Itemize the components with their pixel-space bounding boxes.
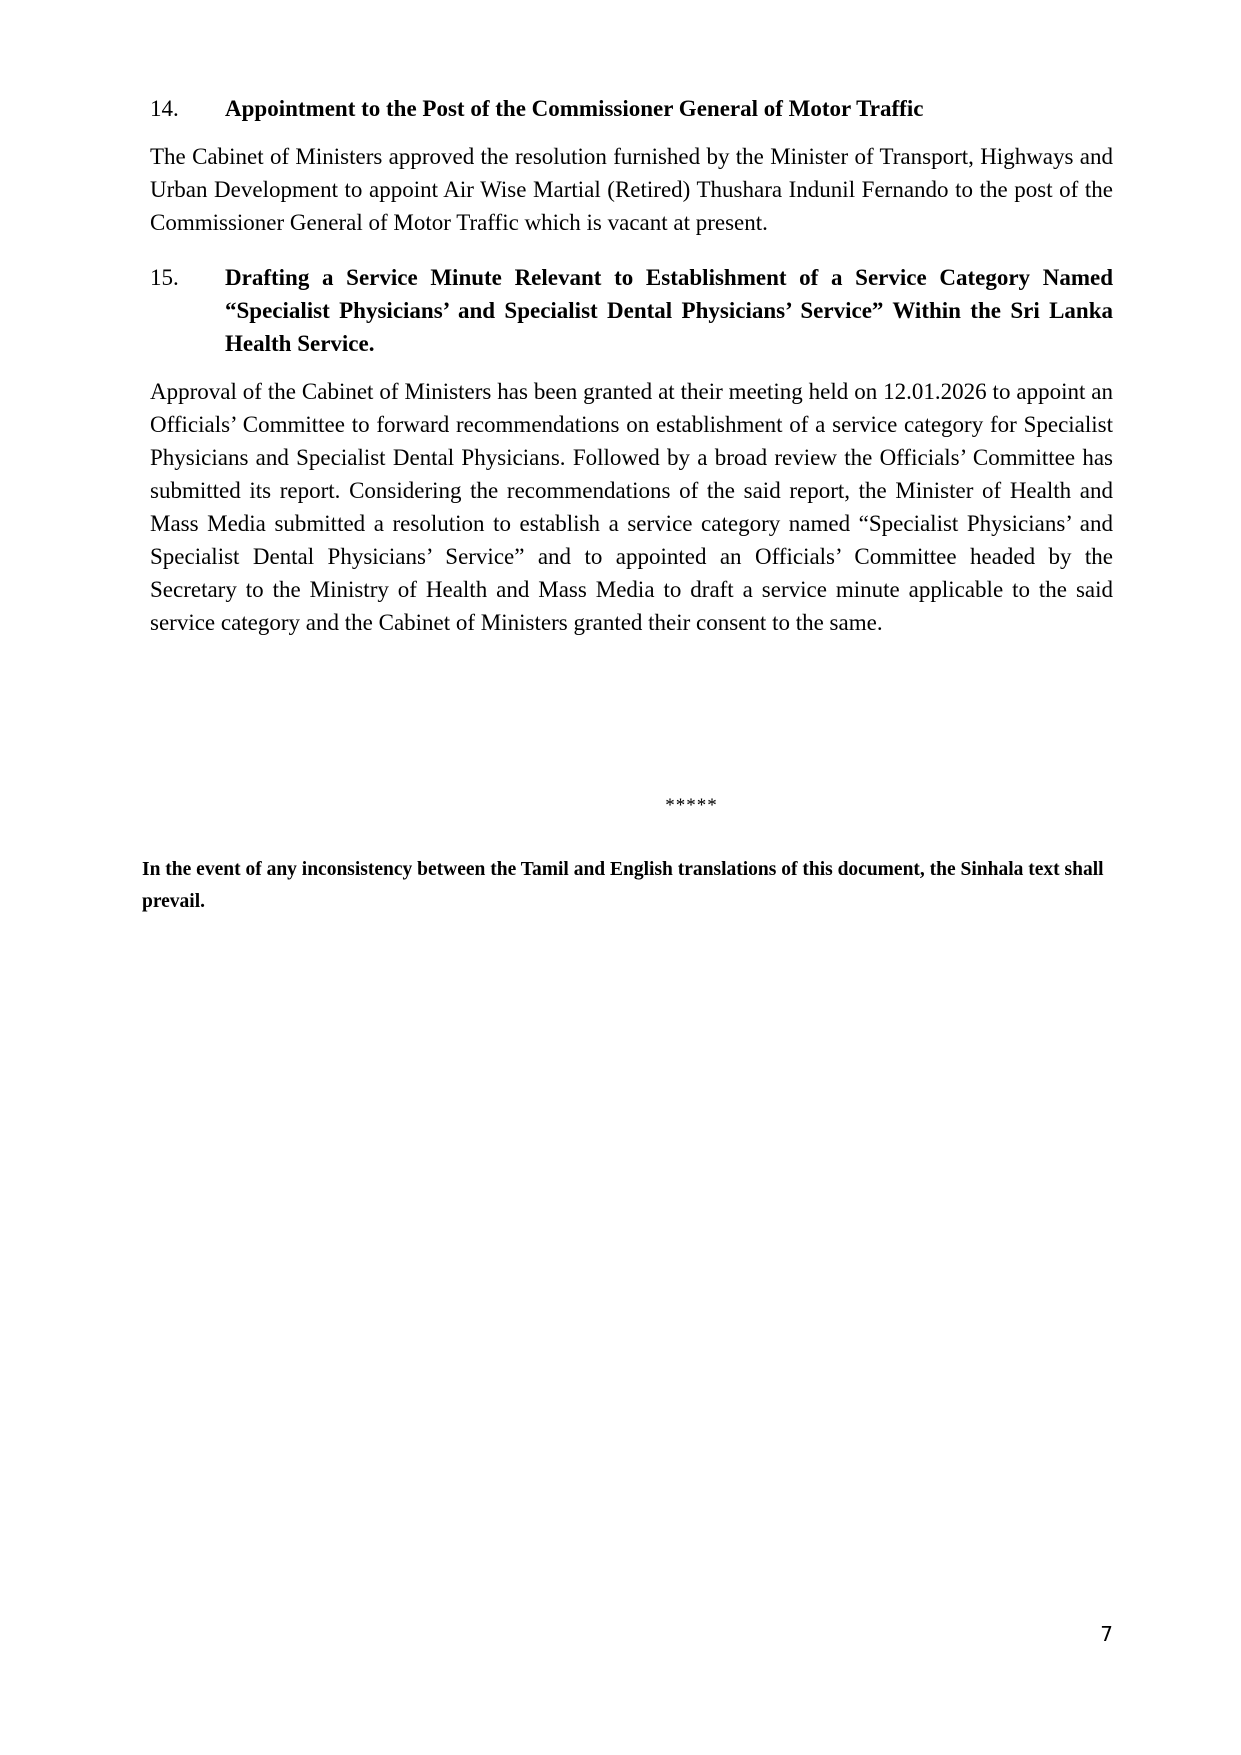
section-number: 14.: [150, 96, 179, 121]
document-content: [150, 92, 1113, 661]
section-heading: [150, 261, 1113, 360]
translation-disclaimer: In the event of any inconsistency between the Tamil and English translations of this document, the Sinhala text shall prevail.: [142, 859, 1104, 912]
section-heading: [150, 92, 1113, 125]
section-number: 15.: [150, 265, 179, 290]
section-separator: *****: [665, 795, 718, 816]
section-14: [150, 92, 1113, 239]
section-15: [150, 261, 1113, 639]
section-body: Approval of the Cabinet of Ministers has been granted at their meeting held on 12.01.2026 to appoint an Officials’ Committee to forward recommendations on establishment of a service category for Specialist Physicians and Specialist Dental Physicians. Followed by a broad review the Officials’ Committee has submitted its report. Considering the recommendations of the said report, the Minister of Health and Mass Media submitted a resolution to establish a service category named “Specialist Physicians’ and Specialist Dental Physicians’ Service” and to appointed an Officials’ Committee headed by the Secretary to the Ministry of Health and Mass Media to draft a service minute applicable to the said service category and the Cabinet of Ministers granted their consent to the same.: [150, 379, 1113, 635]
page-number: 7: [1100, 1622, 1113, 1646]
section-title: Appointment to the Post of the Commissioner General of Motor Traffic: [225, 96, 924, 121]
section-title: Drafting a Service Minute Relevant to Establishment of a Service Category Named “Specialist Physicians’ and Specialist Dental Physicians’ Service” Within the Sri Lanka Health Service.: [225, 265, 1113, 356]
section-body: The Cabinet of Ministers approved the resolution furnished by the Minister of Transport, Highways and Urban Development to appoint Air Wise Martial (Retired) Thushara Indunil Fernando to the post of the Commissioner General of Motor Traffic which is vacant at present.: [150, 144, 1113, 235]
